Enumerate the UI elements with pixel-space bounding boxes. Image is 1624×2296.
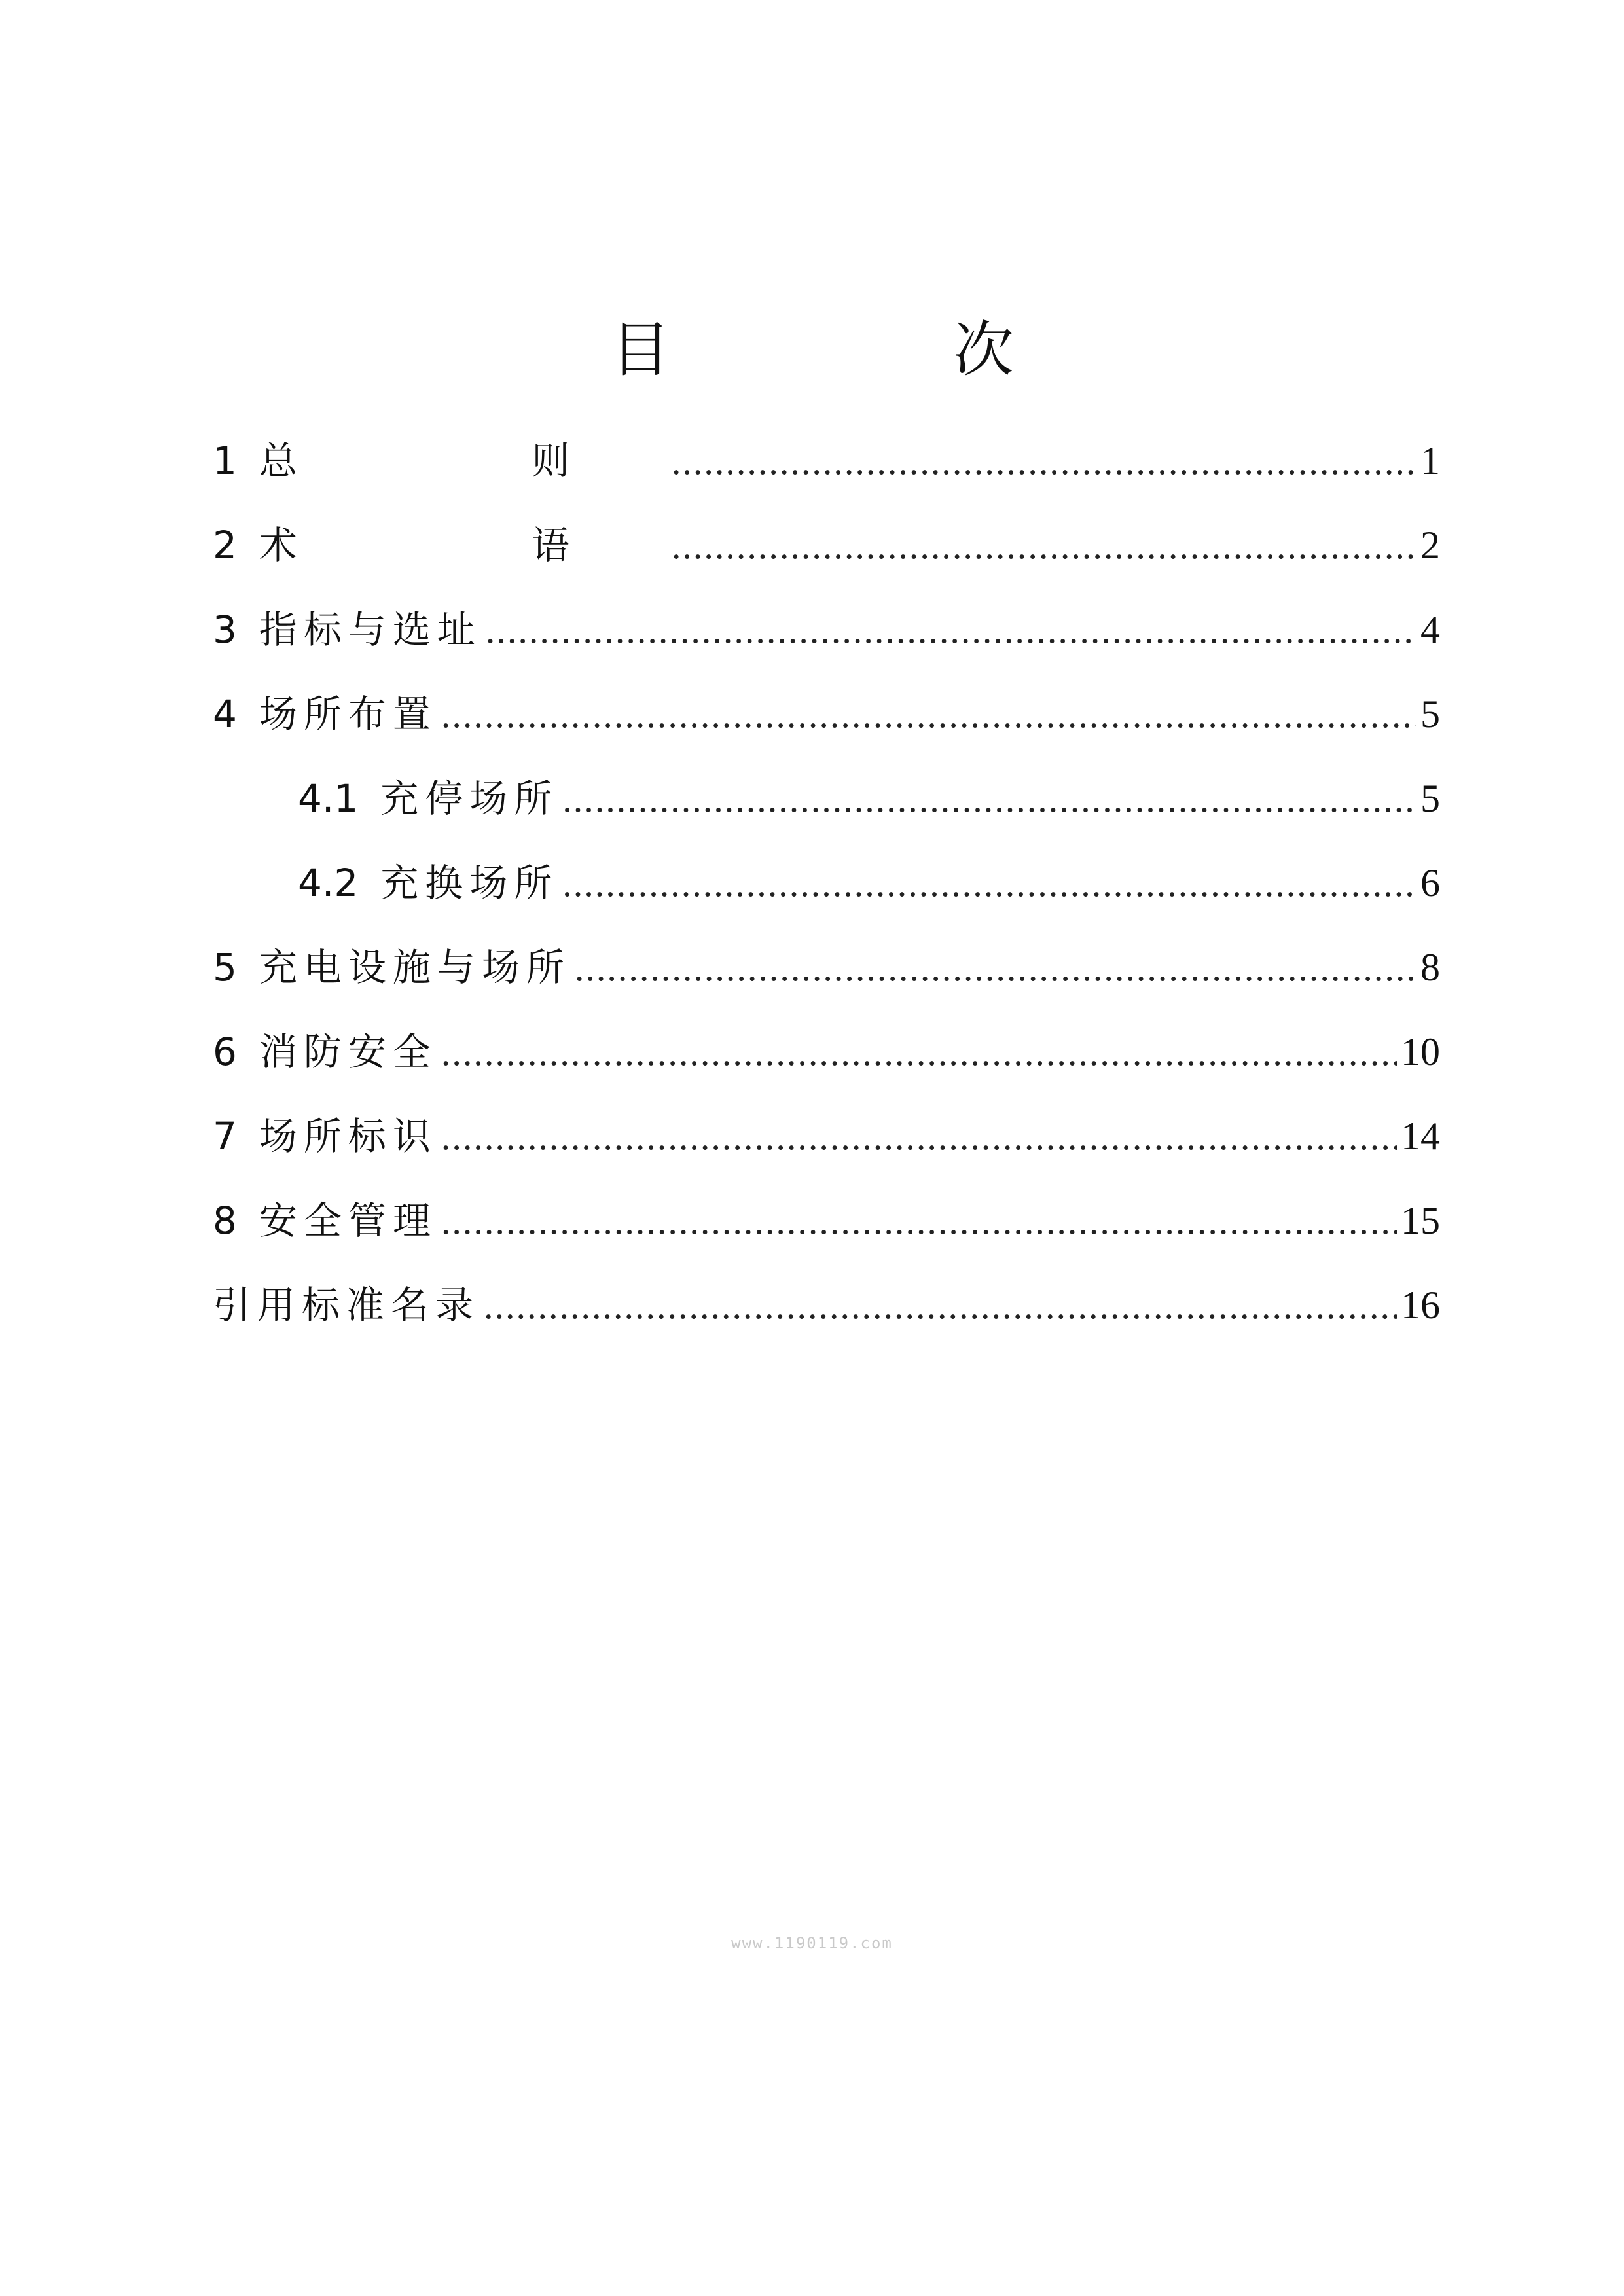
watermark: www.1190119.com — [731, 1934, 893, 1952]
toc-entry-page: 2 — [1420, 524, 1440, 567]
toc-entry-number: 1 — [213, 439, 237, 483]
toc-entry-number: 7 — [213, 1114, 237, 1158]
toc-entry-page: 8 — [1420, 946, 1440, 989]
toc-entry-page: 1 — [1420, 439, 1440, 482]
toc-entry-page: 5 — [1420, 777, 1440, 820]
toc-entry-label: 安全管理 — [259, 1198, 437, 1243]
toc-dot-leader — [486, 588, 1416, 672]
toc-dot-leader — [575, 925, 1416, 1010]
toc-entry-label: 充停场所 — [380, 776, 559, 821]
toc-entry-label: 术 语 — [259, 523, 668, 567]
toc-dot-leader — [562, 757, 1416, 841]
toc-entry-7[interactable] — [213, 1094, 1440, 1179]
toc-entry-label: 指标与选址 — [259, 607, 482, 652]
toc-dot-leader — [441, 672, 1416, 757]
toc-entry-6[interactable] — [213, 1010, 1440, 1094]
toc-dot-leader — [441, 1010, 1397, 1094]
page-title: 目 次 — [610, 315, 1125, 385]
toc-dot-leader — [672, 503, 1416, 588]
toc-entry-2[interactable] — [213, 503, 1440, 588]
toc-entry-page: 15 — [1401, 1199, 1440, 1242]
toc-entry-number: 5 — [213, 945, 237, 990]
toc-entry-label: 场所布置 — [259, 692, 437, 736]
toc-entry-label: 充换场所 — [380, 861, 559, 905]
toc-entry-page: 4 — [1420, 608, 1440, 651]
toc-entry-1[interactable] — [213, 419, 1440, 503]
toc-entry-label: 总 则 — [259, 439, 668, 483]
toc-entry-page: 6 — [1420, 861, 1440, 905]
toc-entry-5[interactable] — [213, 925, 1440, 1010]
toc-entry-page: 5 — [1420, 692, 1440, 736]
toc-dot-leader — [441, 1094, 1397, 1179]
toc-dot-leader — [441, 1179, 1397, 1263]
toc-entry-4[interactable] — [213, 672, 1440, 757]
toc-dot-leader — [562, 841, 1416, 925]
toc-dot-leader — [484, 1263, 1397, 1348]
toc-entry-references[interactable] — [213, 1263, 1440, 1348]
toc-dot-leader — [672, 419, 1416, 503]
toc-entry-label: 消防安全 — [259, 1030, 437, 1074]
toc-entry-4-2[interactable] — [213, 841, 1440, 925]
toc-entry-number: 4.1 — [298, 776, 359, 821]
toc-entry-label: 引用标准名录 — [213, 1283, 480, 1327]
toc-entry-label: 充电设施与场所 — [259, 945, 571, 990]
toc-entry-number: 2 — [213, 523, 237, 567]
toc-entry-number: 6 — [213, 1030, 237, 1074]
table-of-contents — [213, 419, 1440, 1348]
toc-entry-4-1[interactable] — [213, 757, 1440, 841]
toc-entry-number: 8 — [213, 1198, 237, 1243]
toc-entry-label: 场所标识 — [259, 1114, 437, 1158]
toc-entry-number: 4 — [213, 692, 237, 736]
toc-entry-page: 14 — [1401, 1115, 1440, 1158]
toc-entry-page: 16 — [1401, 1283, 1440, 1327]
toc-entry-8[interactable] — [213, 1179, 1440, 1263]
toc-entry-3[interactable] — [213, 588, 1440, 672]
toc-entry-page: 10 — [1401, 1030, 1440, 1073]
toc-entry-number: 4.2 — [298, 861, 359, 905]
toc-entry-number: 3 — [213, 607, 237, 652]
